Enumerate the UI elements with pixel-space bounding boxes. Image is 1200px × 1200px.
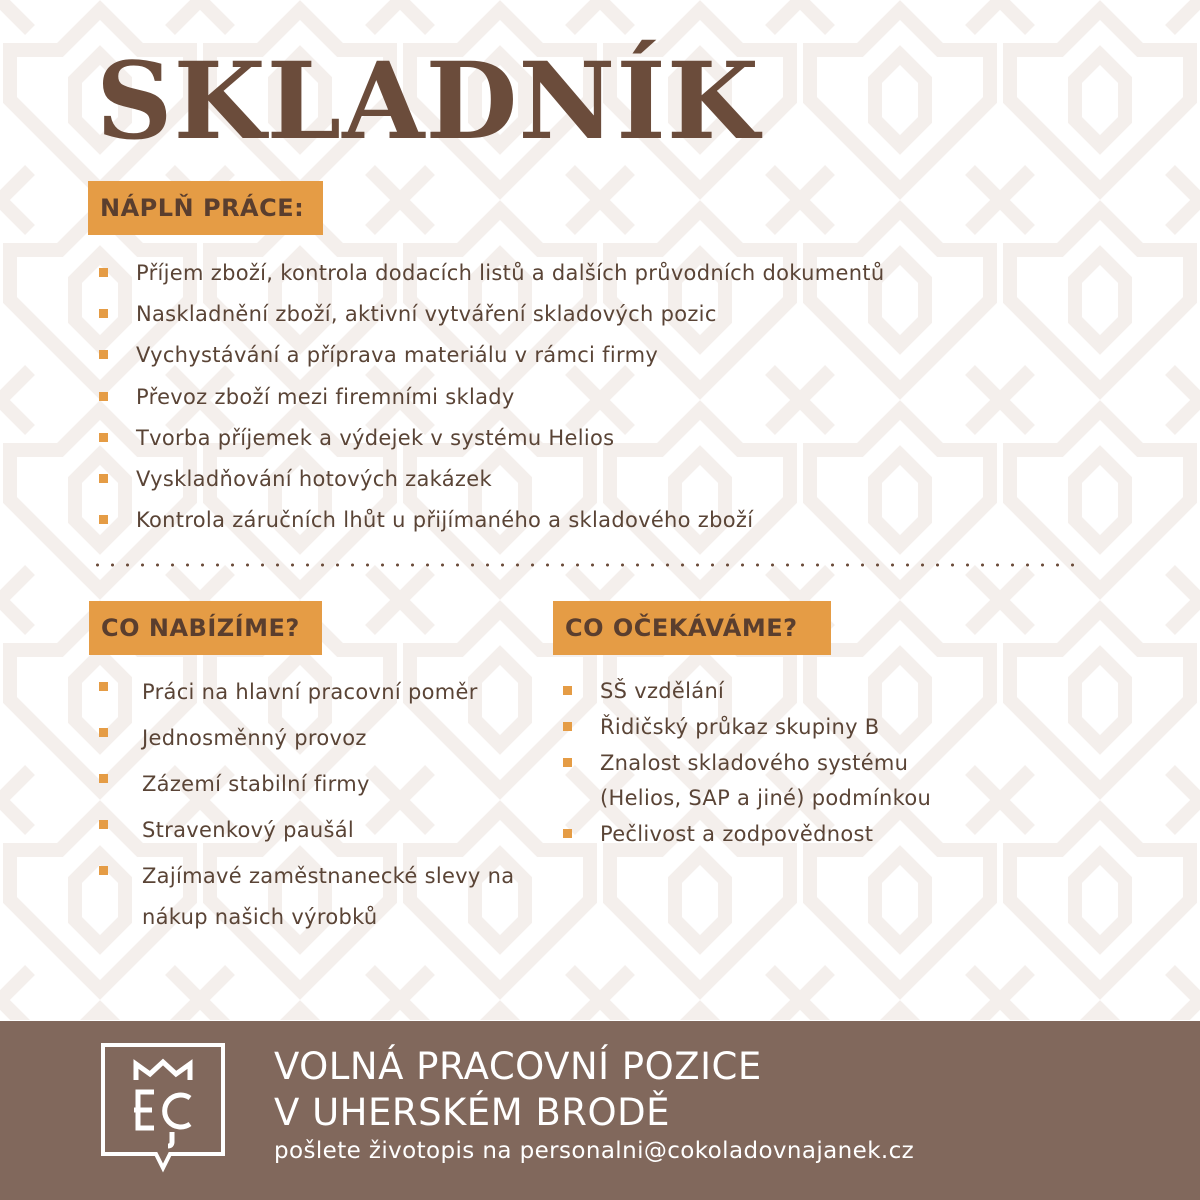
list-item: Naskladnění zboží, aktivní vytváření skladových pozic	[99, 299, 884, 340]
list-item: Příjem zboží, kontrola dodacích listů a dalších průvodních dokumentů	[99, 258, 884, 299]
job-title: SKLADNÍK	[96, 38, 760, 163]
bullet-square-icon	[563, 722, 572, 731]
footer-location: V UHERSKÉM BRODĚ	[274, 1091, 670, 1134]
footer-banner	[0, 1021, 1200, 1200]
footer-contact: pošlete životopis na personalni@cokoladovnajanek.cz	[274, 1138, 915, 1164]
list-item: Kontrola záručních lhůt u přijímaného a skladového zboží	[99, 505, 884, 546]
list-item: Zázemí stabilní firmy	[99, 764, 539, 805]
ocekavame-list	[563, 678, 983, 857]
section-label-nabizime: CO NABÍZÍME?	[89, 601, 322, 655]
list-item: Převoz zboží mezi firemními sklady	[99, 382, 884, 423]
bullet-square-icon	[99, 392, 108, 401]
list-item: Vychystávání a příprava materiálu v rámci firmy	[99, 340, 884, 381]
list-item: Jednosměnný provoz	[99, 718, 539, 759]
list-item: Tvorba příjemek a výdejek v systému Helios	[99, 423, 884, 464]
list-item: Vyskladňování hotových zakázek	[99, 464, 884, 505]
bullet-square-icon	[99, 682, 108, 691]
bullet-square-icon	[99, 309, 108, 318]
bullet-square-icon	[563, 829, 572, 838]
footer-headline: VOLNÁ PRACOVNÍ POZICE	[274, 1045, 762, 1088]
nabizime-list	[99, 678, 539, 949]
bullet-square-icon	[99, 728, 108, 737]
napln-list	[99, 258, 884, 546]
crown-shield-logo-icon	[100, 1042, 226, 1178]
dotted-divider	[90, 563, 1082, 567]
list-item: Pečlivost a zodpovědnost	[563, 817, 983, 852]
bullet-square-icon	[99, 515, 108, 524]
bullet-square-icon	[99, 268, 108, 277]
section-label-napln: NÁPLŇ PRÁCE:	[88, 181, 323, 235]
list-item: Zajímavé zaměstnanecké slevy na nákup našich výrobků	[99, 856, 539, 938]
list-item: Řidičský průkaz skupiny B	[563, 710, 983, 745]
bullet-square-icon	[99, 433, 108, 442]
list-item: SŠ vzdělání	[563, 674, 983, 709]
bullet-square-icon	[563, 758, 572, 767]
bullet-square-icon	[99, 866, 108, 875]
bullet-square-icon	[99, 774, 108, 783]
bullet-square-icon	[99, 350, 108, 359]
list-item: Práci na hlavní pracovní poměr	[99, 672, 539, 713]
bullet-square-icon	[99, 820, 108, 829]
bullet-square-icon	[99, 474, 108, 483]
section-label-ocekavame: CO OČEKÁVÁME?	[553, 601, 831, 655]
list-item: Znalost skladového systému (Helios, SAP a jiné) podmínkou	[563, 746, 983, 816]
list-item: Stravenkový paušál	[99, 810, 539, 851]
bullet-square-icon	[563, 686, 572, 695]
